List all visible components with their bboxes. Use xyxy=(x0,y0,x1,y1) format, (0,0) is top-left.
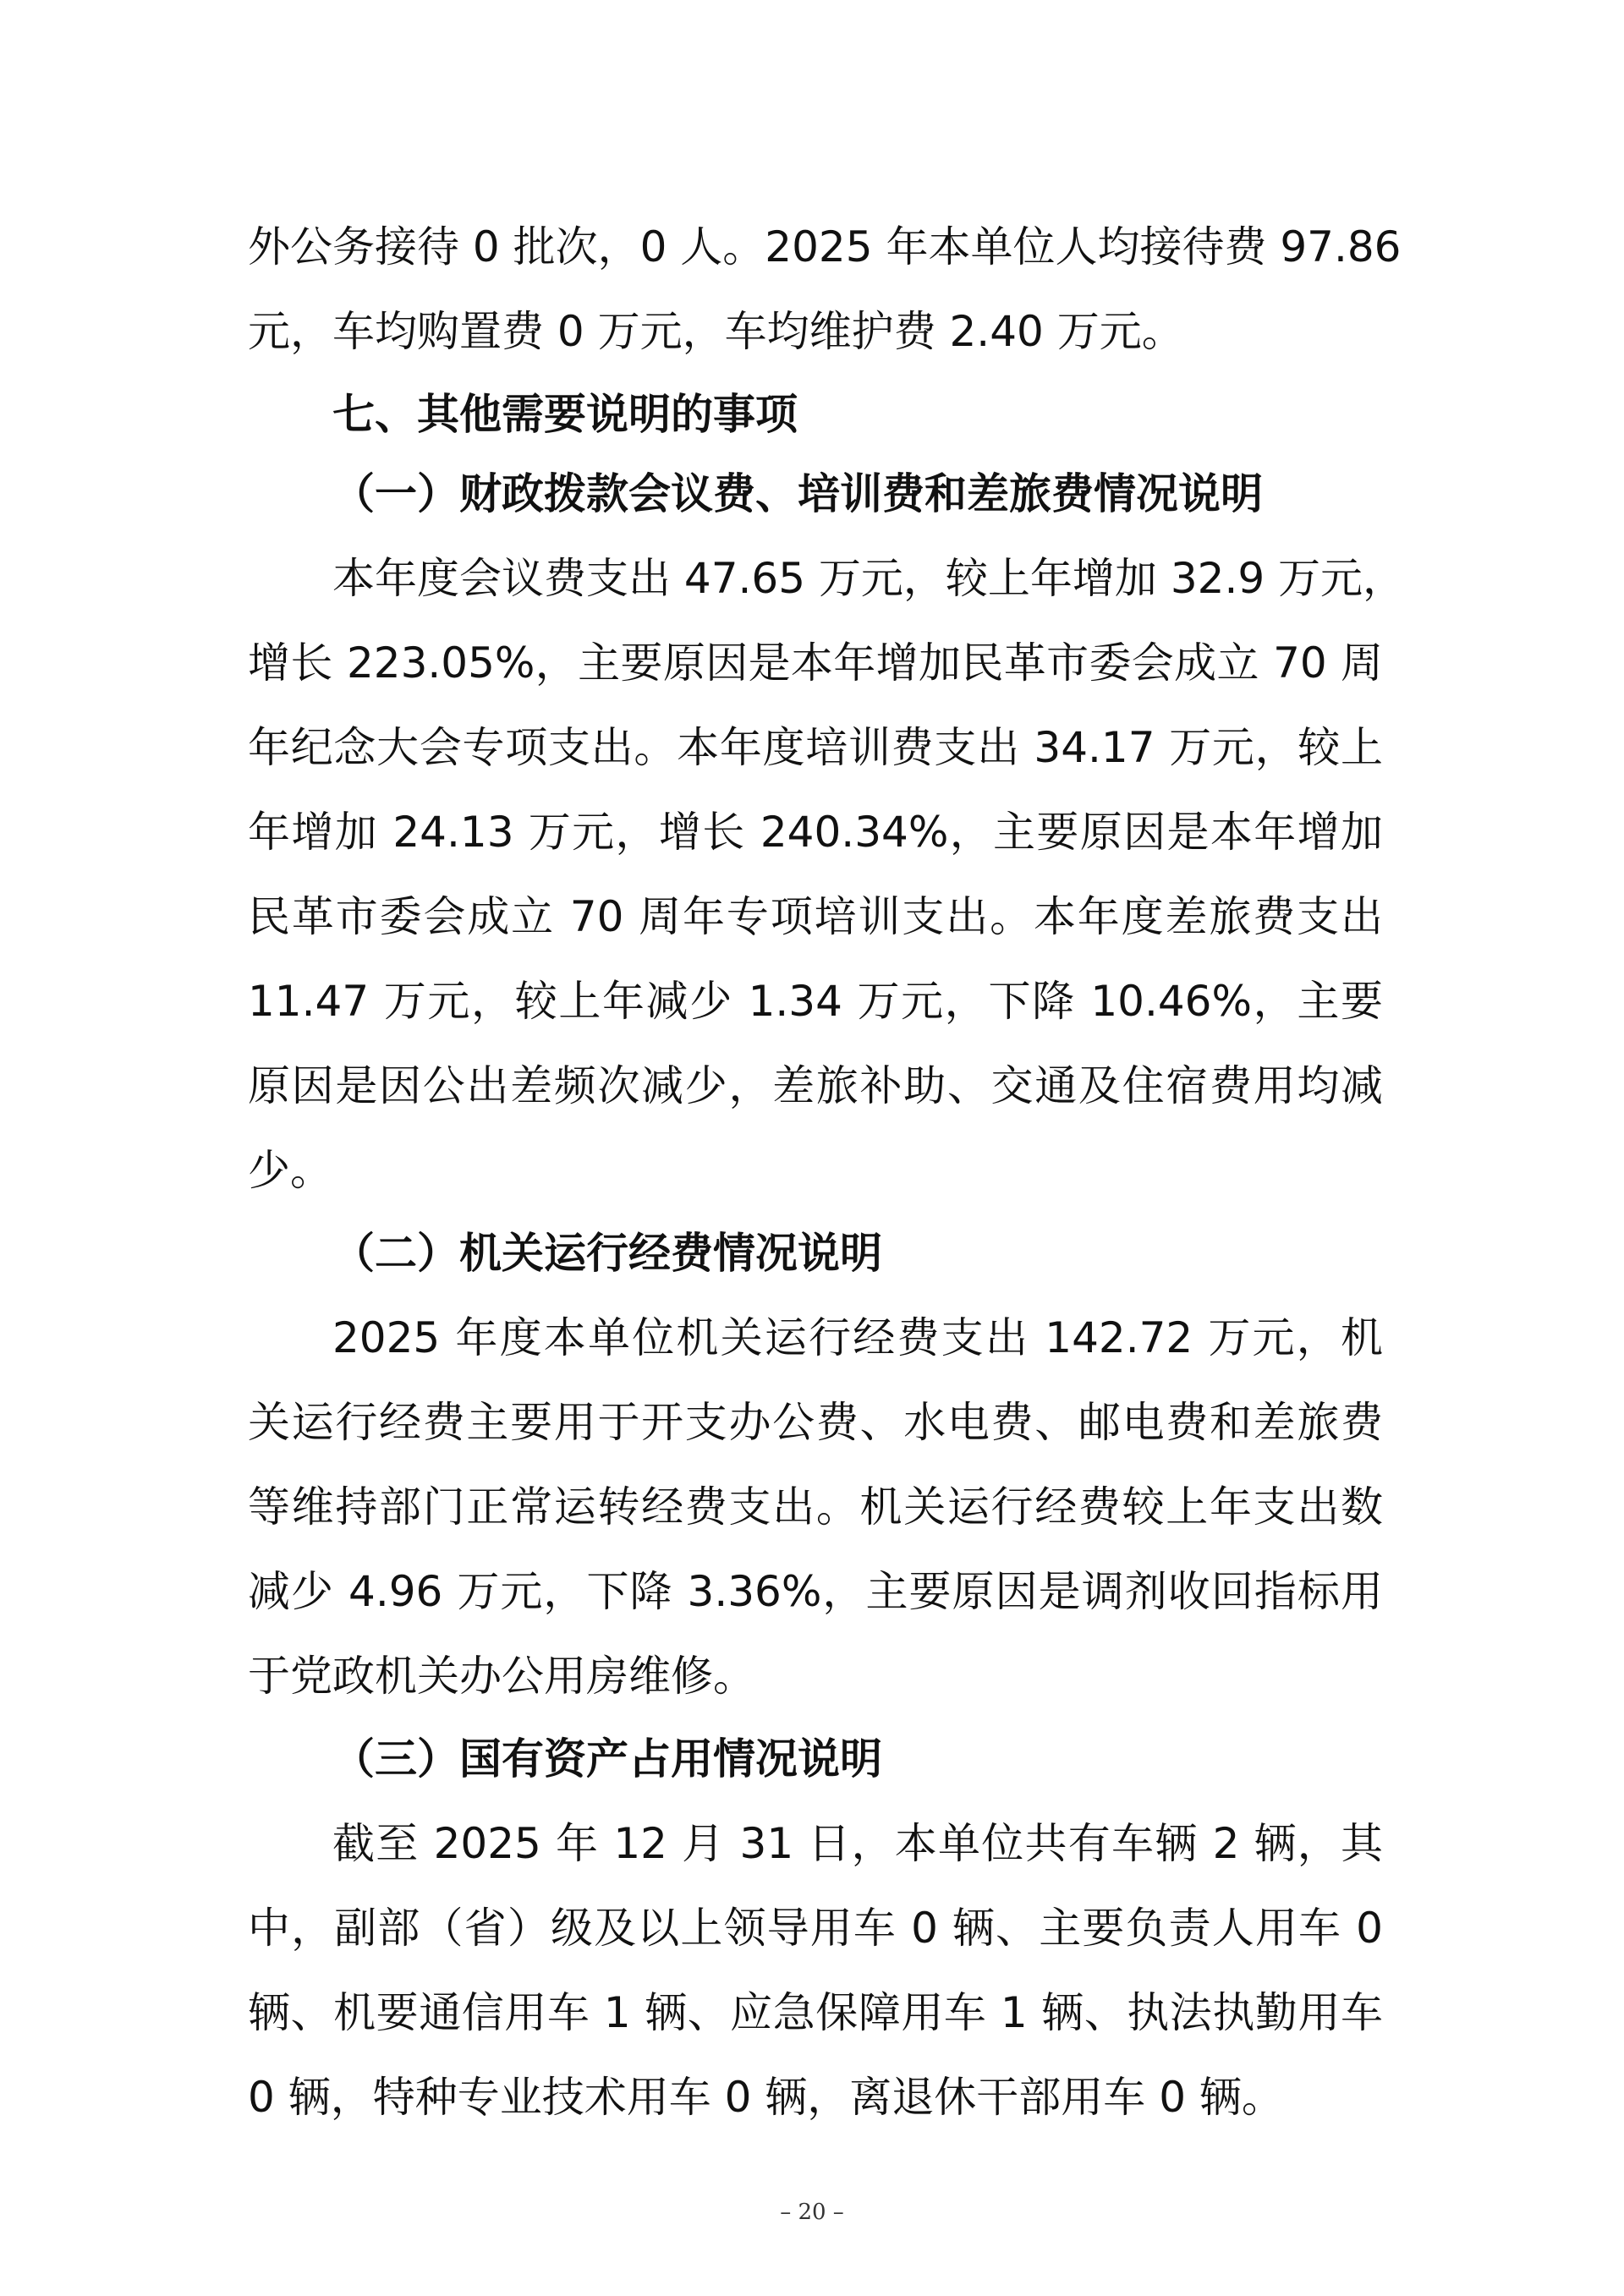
body-line: 少。 xyxy=(248,1146,332,1195)
body-line: 中，副部（省）级及以上领导用车 0 辆、主要负责人用车 0 xyxy=(248,1904,1383,1953)
body-line: 0 辆，特种专业技术用车 0 辆，离退休干部用车 0 辆。 xyxy=(248,2073,1284,2122)
body-line: 关运行经费主要用于开支办公费、水电费、邮电费和差旅费 xyxy=(248,1398,1383,1447)
body-line: 2025 年度本单位机关运行经费支出 142.72 万元，机 xyxy=(332,1313,1383,1362)
body-line: 民革市委会成立 70 周年专项培训支出。本年度差旅费支出 xyxy=(248,892,1383,941)
body-line: 元，车均购置费 0 万元，车均维护费 2.40 万元。 xyxy=(248,307,1184,356)
subsection-heading: （二）机关运行经费情况说明 xyxy=(332,1229,882,1278)
subsection-heading: （一）财政拨款会议费、培训费和差旅费情况说明 xyxy=(332,469,1263,518)
body-line: 于党政机关办公用房维修。 xyxy=(248,1652,755,1701)
body-line: 年增加 24.13 万元，增长 240.34%，主要原因是本年增加 xyxy=(248,808,1383,857)
subsection-heading: （三）国有资产占用情况说明 xyxy=(332,1734,882,1784)
body-line: 外公务接待 0 批次，0 人。2025 年本单位人均接待费 97.86 xyxy=(248,222,1402,271)
body-line: 减少 4.96 万元，下降 3.36%，主要原因是调剂收回指标用 xyxy=(248,1567,1383,1616)
body-line: 原因是因公出差频次减少，差旅补助、交通及住宿费用均减 xyxy=(248,1061,1383,1110)
page-number: – 20 – xyxy=(780,2200,844,2225)
body-line: 增长 223.05%，主要原因是本年增加民革市委会成立 70 周 xyxy=(248,638,1383,688)
body-line: 本年度会议费支出 47.65 万元，较上年增加 32.9 万元， xyxy=(332,554,1406,603)
body-line: 11.47 万元，较上年减少 1.34 万元，下降 10.46%，主要 xyxy=(248,977,1383,1026)
body-line: 等维持部门正常运转经费支出。机关运行经费较上年支出数 xyxy=(248,1482,1383,1532)
section-heading: 七、其他需要说明的事项 xyxy=(332,390,798,439)
body-line: 截至 2025 年 12 月 31 日，本单位共有车辆 2 辆，其 xyxy=(332,1819,1383,1868)
body-line: 年纪念大会专项支出。本年度培训费支出 34.17 万元，较上 xyxy=(248,723,1383,772)
body-line: 辆、机要通信用车 1 辆、应急保障用车 1 辆、执法执勤用车 xyxy=(248,1988,1383,2037)
